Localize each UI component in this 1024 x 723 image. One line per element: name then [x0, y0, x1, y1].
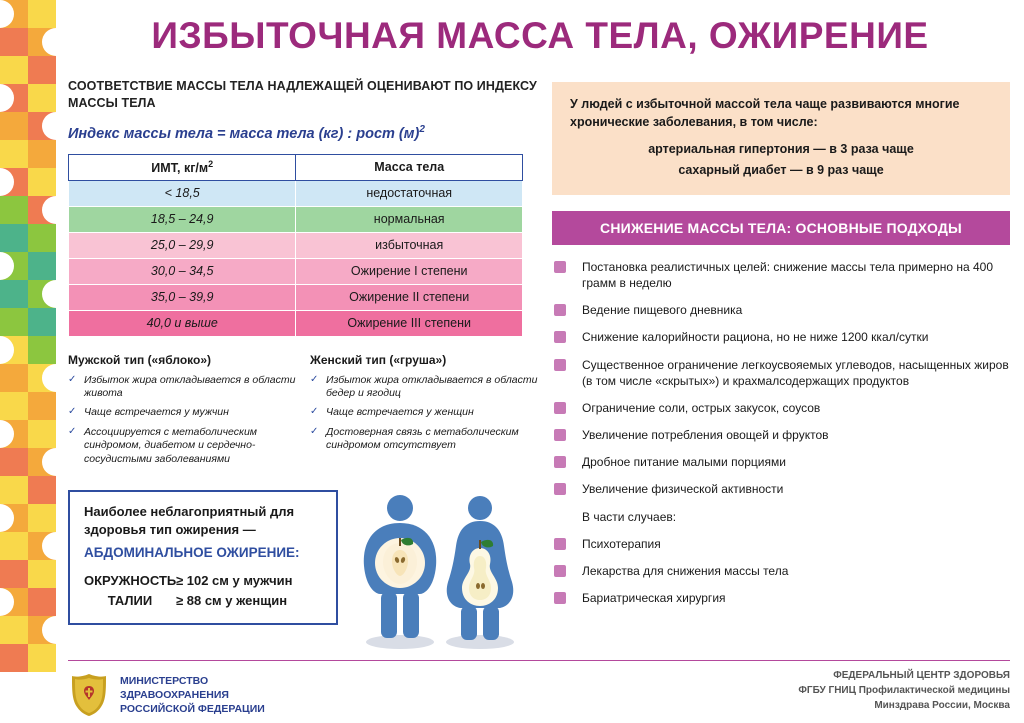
list-item-label: Постановка реалистичных целей: снижение массы тела примерно на 400 грамм в неделю	[582, 259, 994, 290]
type-block-male	[68, 353, 296, 473]
list-item	[552, 563, 1010, 579]
bmi-table	[68, 154, 523, 337]
credit-line-3: Минздрава России, Москва	[874, 700, 1010, 711]
bmi-category-cell: избыточная	[296, 232, 523, 258]
footer	[68, 660, 1010, 720]
list-item-label: Избыток жира откладывается в области живота	[84, 373, 296, 400]
page-title: ИЗБЫТОЧНАЯ МАССА ТЕЛА, ОЖИРЕНИЕ	[151, 15, 929, 56]
list-item-label: Увеличение физической активности	[582, 482, 784, 497]
list-item-label: Достоверная связь с метаболическим синдромом отсутствует	[326, 425, 519, 452]
waist-value-women: ≥ 88 см у женщин	[176, 592, 288, 608]
abdominal-line1: Наиболее неблагоприятный для здоровья тип ожирения —	[84, 504, 295, 537]
russian-coat-of-arms-icon	[68, 672, 110, 718]
table-row	[69, 180, 523, 206]
bmi-formula-exponent: 2	[419, 123, 425, 135]
table-header-bmi-label: ИМТ, кг/м	[151, 161, 209, 176]
check-icon: ✓	[310, 425, 319, 437]
list-item	[552, 590, 1010, 606]
waist-values	[176, 571, 292, 610]
bmi-value-cell: < 18,5	[69, 180, 296, 206]
list-item	[552, 259, 1010, 291]
check-icon: ✓	[68, 425, 77, 437]
list-item-label: Увеличение потребления овощей и фруктов	[582, 428, 829, 443]
list-item-label: Психотерапия	[582, 536, 661, 551]
list-item	[552, 329, 1010, 345]
type-block-female	[310, 353, 538, 473]
waist-value-men: ≥ 102 см у мужчин	[176, 573, 293, 589]
waist-label: ОКРУЖНОСТЬ ТАЛИИ	[84, 573, 177, 608]
list-subheading-label: В части случаев:	[582, 509, 677, 524]
list-item-label: Ограничение соли, острых закусок, соусов	[582, 400, 821, 415]
list-item-label: Ведение пищевого дневника	[582, 303, 743, 318]
list-item	[310, 426, 538, 453]
bmi-category-cell: Ожирение II степени	[296, 284, 523, 310]
list-item	[552, 302, 1010, 318]
bmi-category-cell: нормальная	[296, 206, 523, 232]
square-bullet-icon	[554, 331, 566, 343]
table-row	[69, 258, 523, 284]
list-item	[552, 536, 1010, 552]
note-line-diabetes: сахарный диабет — в 9 раз чаще	[678, 163, 884, 177]
credit-line-2: ФГБУ ГНИЦ Профилактической медицины	[798, 685, 1010, 696]
list-item-label: Избыток жира откладывается в области бедер и ягодиц	[326, 373, 538, 400]
square-bullet-icon	[554, 592, 566, 604]
bmi-value-cell: 40,0 и выше	[69, 310, 296, 336]
list-item-label: Снижение калорийности рациона, но не ниже 1200 ккал/сутки	[582, 330, 929, 345]
table-header-bmi	[69, 154, 296, 180]
ministry-line-3: РОССИЙСКОЙ ФЕДЕРАЦИИ	[120, 703, 265, 716]
square-bullet-icon	[554, 565, 566, 577]
abdominal-line2: АБДОМИНАЛЬНОЕ ОЖИРЕНИЕ:	[84, 545, 300, 561]
bmi-formula-text: Индекс массы тела = масса тела (кг) : рост (м)	[68, 125, 420, 142]
list-item-label: Чаще встречается у женщин	[326, 406, 474, 419]
bmi-value-cell: 35,0 – 39,9	[69, 284, 296, 310]
bmi-formula	[68, 124, 538, 142]
right-column	[552, 82, 1010, 617]
square-bullet-icon	[554, 359, 566, 371]
bmi-value-cell: 25,0 – 29,9	[69, 232, 296, 258]
list-item	[552, 427, 1010, 443]
type-title-female: Женский тип («груша»)	[310, 352, 447, 367]
apple-icon	[375, 538, 425, 588]
check-icon: ✓	[68, 373, 77, 385]
note-line-hypertension: артериальная гипертония — в 3 раза чаще	[648, 142, 914, 157]
list-item	[68, 406, 296, 419]
check-icon: ✓	[68, 406, 77, 418]
type-title-male: Мужской тип («яблоко»)	[68, 352, 211, 367]
square-bullet-icon	[554, 456, 566, 468]
ministry-block	[68, 672, 265, 718]
section-header-weight-loss: СНИЖЕНИЕ МАССЫ ТЕЛА: ОСНОВНЫЕ ПОДХОДЫ	[552, 211, 1010, 245]
list-item	[68, 374, 296, 401]
bmi-table-body	[69, 180, 523, 336]
square-bullet-icon	[554, 304, 566, 316]
check-icon: ✓	[310, 373, 319, 385]
table-row	[69, 284, 523, 310]
bmi-value-cell: 30,0 – 34,5	[69, 258, 296, 284]
list-item	[68, 426, 296, 466]
obesity-types	[68, 353, 538, 473]
list-item-label: Ассоциируется с метаболическим синдромом, диабетом и сердечно-сосудистыми заболеваниями	[84, 425, 258, 465]
list-item	[552, 481, 1010, 497]
list-item-label: Чаще встречается у мужчин	[84, 406, 229, 419]
list-item-label: Дробное питание малыми порциями	[582, 455, 786, 470]
footer-divider	[68, 660, 1010, 661]
decorative-left-strip	[0, 0, 56, 723]
bottom-left-area	[68, 490, 538, 650]
list-item-label: Лекарства для снижения массы тела	[582, 564, 789, 578]
list-item	[310, 374, 538, 401]
approaches-list	[552, 259, 1010, 607]
lead-text: СООТВЕТСТВИЕ МАССЫ ТЕЛА НАДЛЕЖАЩЕЙ ОЦЕНИВАЮТ ПО ИНДЕКСУ МАССЫ ТЕЛА	[68, 79, 537, 110]
list-item-label: Бариатрическая хирургия	[582, 591, 726, 606]
square-bullet-icon	[554, 261, 566, 273]
left-column	[68, 78, 538, 650]
ministry-name	[120, 674, 265, 717]
abdominal-obesity-box	[68, 490, 338, 625]
bmi-value-cell: 18,5 – 24,9	[69, 206, 296, 232]
center-credit	[798, 668, 1010, 713]
square-bullet-icon	[554, 538, 566, 550]
list-item	[310, 406, 538, 419]
poster-title-bar	[56, 0, 1024, 72]
list-item-label: Существенное ограничение легкоусвояемых углеводов, насыщенных жиров (в том числе «скрытых») и крахмалсодержащих продуктов	[582, 357, 1009, 388]
table-header-row	[69, 154, 523, 180]
check-icon: ✓	[310, 406, 319, 418]
type-list-female	[310, 374, 538, 453]
waist-circumference-row	[84, 571, 324, 610]
ministry-line-1: МИНИСТЕРСТВО	[120, 674, 209, 687]
table-header-bmi-sup: 2	[208, 159, 214, 169]
bmi-category-cell: Ожирение I степени	[296, 258, 523, 284]
list-item	[552, 400, 1010, 416]
bmi-category-cell: недостаточная	[296, 180, 523, 206]
ministry-line-2: ЗДРАВООХРАНЕНИЯ	[120, 688, 229, 701]
decorative-pattern	[0, 0, 56, 723]
table-header-mass: Масса тела	[296, 154, 523, 180]
list-item	[552, 357, 1010, 389]
table-row	[69, 206, 523, 232]
table-row	[69, 232, 523, 258]
square-bullet-icon	[554, 483, 566, 495]
chronic-disease-note	[552, 82, 1010, 195]
type-list-male	[68, 374, 296, 467]
bmi-category-cell: Ожирение III степени	[296, 310, 523, 336]
body-figures-illustration	[354, 490, 534, 650]
square-bullet-icon	[554, 429, 566, 441]
table-row	[69, 310, 523, 336]
list-item	[552, 454, 1010, 470]
list-subheading	[552, 509, 1010, 525]
square-bullet-icon	[554, 402, 566, 414]
note-paragraph: У людей с избыточной массой тела чаще развиваются многие хронические заболевания, в том числе:	[570, 97, 960, 130]
apple-pear-figures-svg	[354, 490, 534, 650]
credit-line-1: ФЕДЕРАЛЬНЫЙ ЦЕНТР ЗДОРОВЬЯ	[833, 670, 1010, 681]
